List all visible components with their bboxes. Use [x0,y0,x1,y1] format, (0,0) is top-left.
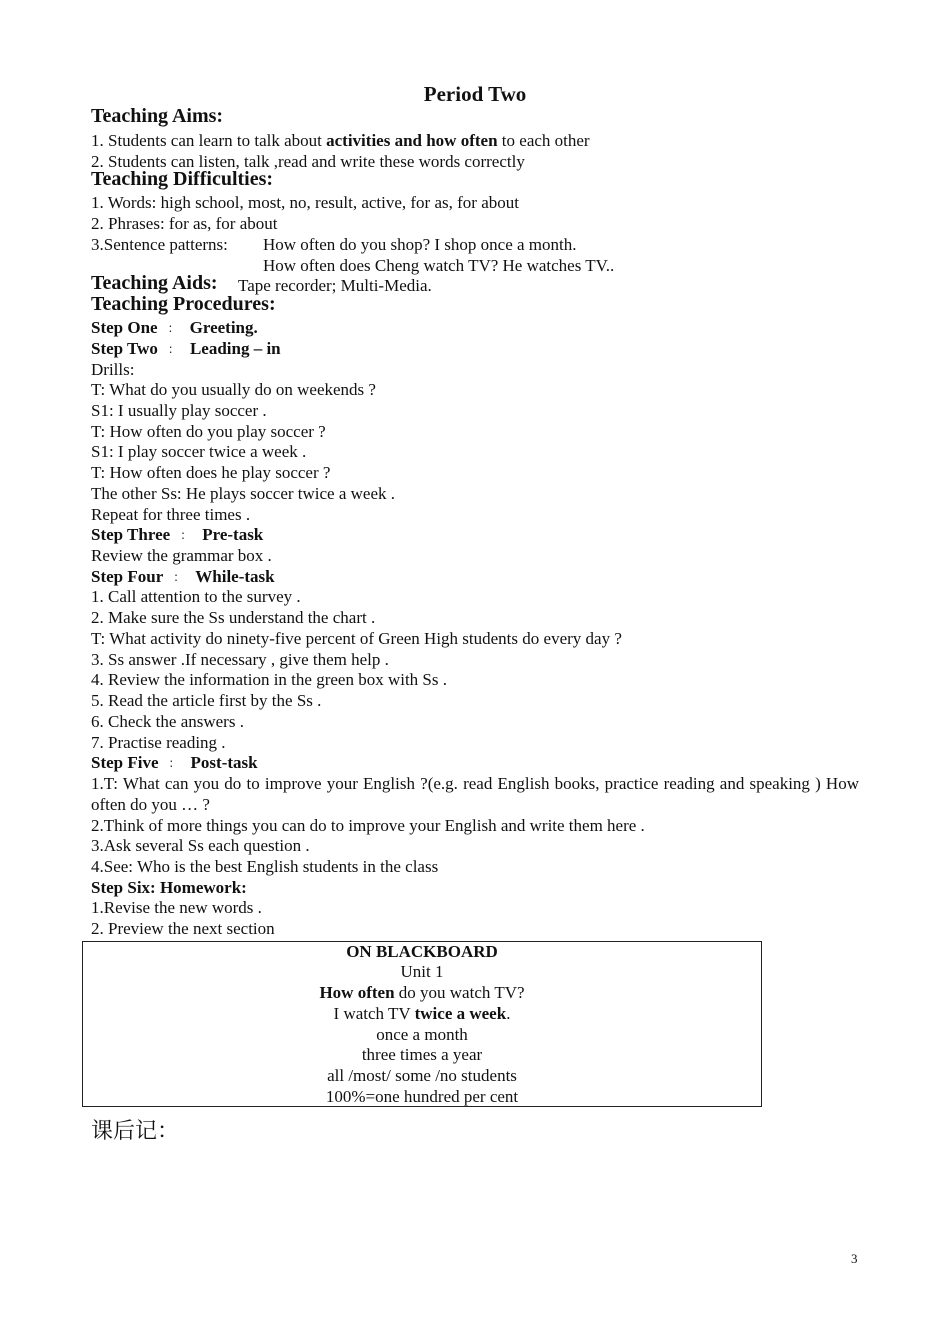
aims-heading: Teaching Aims: [91,105,224,127]
drill-line: T: How often does he play soccer ? [91,463,331,482]
page-title: Period Two [423,82,527,106]
drill-line: S1: I play soccer twice a week . [91,442,307,461]
step-four-line: 6. Check the answers . [91,712,244,731]
aims-item-1-post: to each other [497,131,590,150]
blackboard-answer-pre: I watch TV [333,1004,415,1023]
step-five-line: 3.Ask several Ss each question . [91,836,310,855]
blackboard-unit: Unit 1 [400,962,444,981]
blackboard-line: all /most/ some /no students [327,1066,517,1085]
blackboard-answer [83,1004,761,1024]
step-three-label: Step Three [91,525,171,544]
step-five-line: 4.See: Who is the best English students in the class [91,857,439,876]
difficulties-item-2: 2. Phrases: for as, for about [91,214,278,233]
step-three [91,525,263,546]
blackboard-answer-post: . [506,1004,511,1023]
drill-line: Repeat for three times . [91,505,251,524]
blackboard-question-bold: How often [319,983,395,1002]
step-one-label: Step One [91,318,158,337]
step-four-title: While-task [195,567,275,586]
aids-value: Tape recorder; Multi-Media. [238,276,432,295]
drill-line: The other Ss: He plays soccer twice a week . [91,484,395,503]
sentence-pattern-2: How often does Cheng watch TV? He watches TV.. [263,256,615,275]
drill-line: T: How often do you play soccer ? [91,422,326,441]
blackboard-answer-bold: twice a week [414,1004,507,1023]
difficulties-heading: Teaching Difficulties: [91,168,274,190]
blackboard-question [83,983,761,1003]
blackboard-line: three times a year [361,1045,483,1064]
aims-item-1-pre: 1. Students can learn to talk about [91,131,327,150]
step-four-line: 1. Call attention to the survey . [91,587,301,606]
after-class-notes-label: 课后记： [91,1119,180,1144]
step-two-label: Step Two [91,339,158,358]
homework-line: 1.Revise the new words . [91,898,262,917]
difficulties-item-3-label: 3.Sentence patterns: [91,235,228,254]
step-four-line: 3. Ss answer .If necessary , give them help . [91,650,389,669]
sentence-pattern-1: How often do you shop? I shop once a month. [263,235,577,254]
aims-item-1-bold: activities and how often [326,131,498,150]
step-two [91,339,281,360]
step-five-paragraph: 1.T: What can you do to improve your English ?(e.g. read English books, practice reading and speaking ) How often do you … ? [91,774,859,814]
blackboard-line: once a month [376,1025,468,1044]
step-four-label: Step Four [91,567,164,586]
step-one-colon: ： [167,321,180,335]
aims-item-1 [91,131,590,151]
step-two-colon: ： [167,342,180,356]
step-five-title: Post-task [190,753,258,772]
blackboard-question-rest: do you watch TV? [394,983,525,1002]
step-five-colon: ： [168,756,181,770]
aids-heading: Teaching Aids: [91,272,218,294]
step-four-line: 7. Practise reading . [91,733,226,752]
homework-line: 2. Preview the next section [91,919,275,938]
step-four-colon: ： [173,570,186,584]
step-four [91,567,275,588]
step-four-line: 4. Review the information in the green box with Ss . [91,670,447,689]
difficulties-item-1: 1. Words: high school, most, no, result, active, for as, for about [91,193,519,212]
blackboard-line: 100%=one hundred per cent [325,1087,519,1106]
blackboard-box [82,941,762,1107]
aims-item-2: 2. Students can listen, talk ,read and write these words correctly [91,152,525,171]
step-three-line: Review the grammar box . [91,546,272,565]
step-one [91,318,258,339]
step-five-label: Step Five [91,753,159,772]
step-two-title: Leading – in [189,339,281,358]
step-three-title: Pre-task [202,525,264,544]
step-one-title: Greeting. [189,318,258,337]
step-three-colon: ： [180,528,193,542]
step-four-line: 2. Make sure the Ss understand the chart . [91,608,376,627]
drills-label: Drills: [91,360,135,379]
step-six-heading: Step Six: Homework: [91,878,247,897]
drill-line: T: What do you usually do on weekends ? [91,380,376,399]
drill-line: S1: I usually play soccer . [91,401,267,420]
blackboard-heading: ON BLACKBOARD [346,942,498,961]
page-number: 3 [851,1251,858,1266]
step-four-line: T: What activity do ninety-five percent of Green High students do every day ? [91,629,622,648]
step-five-line: 2.Think of more things you can do to improve your English and write them here . [91,816,645,835]
procedures-heading: Teaching Procedures: [91,293,276,315]
step-four-line: 5. Read the article first by the Ss . [91,691,322,710]
step-five [91,753,258,774]
